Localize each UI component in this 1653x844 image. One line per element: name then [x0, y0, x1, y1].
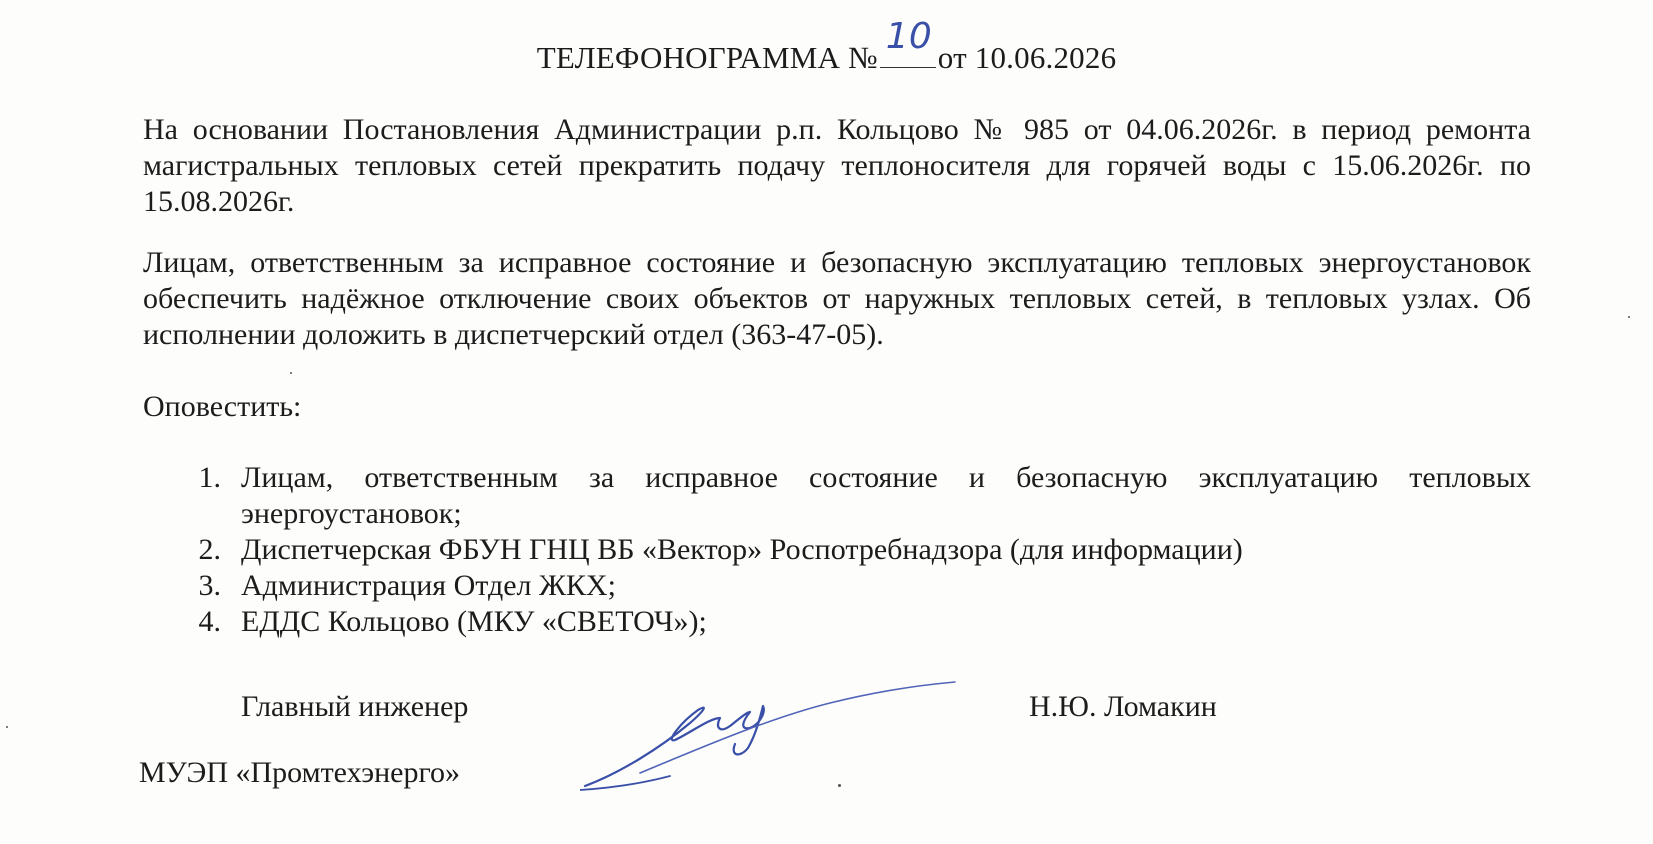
list-item-number: 4.	[198, 605, 221, 638]
handwritten-number: 10	[885, 16, 933, 57]
paragraph-shutdown-notice: На основании Постановления Администрации р.п. Кольцово № 985 от 04.06.2026г. в период ремонта магистральных тепловых сетей прекратить подачу теплоносителя для горячей воды с 15.06.2026г. по 15.08.2026г.	[143, 113, 1531, 218]
list-item-text: ЕДДС Кольцово (МКУ «СВЕТОЧ»);	[241, 605, 707, 638]
list-item-text: Лицам, ответственным за исправное состояние и безопасную эксплуатацию тепловых энергоустановок;	[241, 461, 1531, 530]
list-item	[143, 604, 1531, 640]
list-item	[143, 532, 1531, 568]
title-date: от 10.06.2026	[937, 40, 1117, 75]
notify-list	[143, 460, 1531, 640]
title-prefix: ТЕЛЕФОНОГРАММА №	[536, 40, 878, 75]
handwritten-signature	[580, 678, 960, 793]
list-item-text: Администрация Отдел ЖКХ;	[241, 569, 616, 602]
scan-speck	[6, 726, 8, 728]
signature-name: Н.Ю. Ломакин	[1029, 690, 1217, 723]
signature-role: Главный инженер	[241, 690, 469, 723]
notify-label: Оповестить:	[143, 390, 302, 423]
scan-speck	[838, 784, 841, 787]
list-item	[143, 460, 1531, 532]
list-item	[143, 568, 1531, 604]
list-item-number: 3.	[198, 569, 221, 602]
paragraph-responsible-persons: Лицам, ответственным за исправное состояние и безопасную эксплуатацию тепловых энергоустановок обеспечить надёжное отключение своих объектов от наружных тепловых сетей, в тепловых узлах. Об исполнении доложить в диспетчерский отдел (363-47-05).	[143, 246, 1531, 351]
number-blank	[880, 16, 936, 68]
signature-organization: МУЭП «Промтехэнерго»	[139, 756, 461, 789]
list-item-number: 2.	[198, 533, 221, 566]
scan-speck	[1628, 316, 1630, 318]
list-item-number: 1.	[198, 461, 221, 494]
scan-speck	[290, 372, 292, 374]
document-title	[0, 16, 1653, 76]
list-item-text: Диспетчерская ФБУН ГНЦ ВБ «Вектор» Роспотребнадзора (для информации)	[241, 533, 1243, 566]
